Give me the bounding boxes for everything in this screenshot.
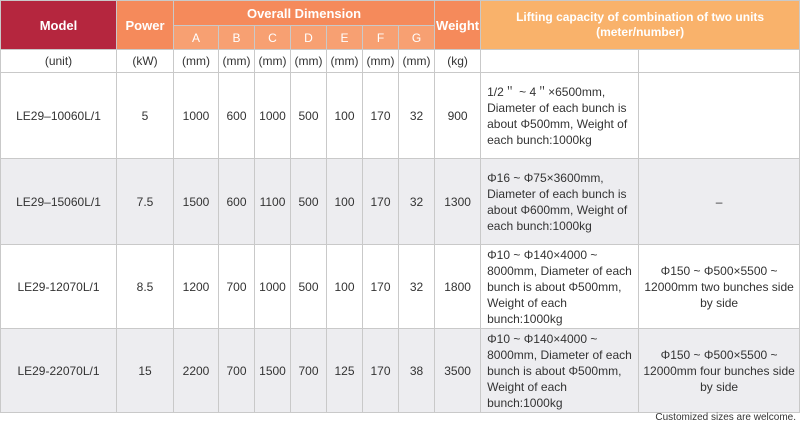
unit-power: (kW) [117,50,174,73]
lifting-title: Lifting capacity of combination of two units [516,10,765,24]
header-weight: Weight [435,1,481,50]
header-lifting-capacity [481,1,800,50]
unit-dim-b: (mm) [219,50,255,73]
header-power: Power [117,1,174,50]
dim-f-cell: 170 [363,73,399,159]
power-cell: 5 [117,73,174,159]
lifting-capacity-alt-cell: – [639,159,800,245]
table-row [1,245,800,329]
dim-e-cell: 100 [327,245,363,329]
unit-dim-f: (mm) [363,50,399,73]
dim-b-cell: 600 [219,73,255,159]
lifting-capacity-cell: Φ10 ~ Φ140×4000 ~ 8000mm, Diameter of each bunch is about Φ500mm, Weight of each bunch:1000kg [481,245,639,329]
header-model: Model [1,1,117,50]
unit-lift-a [481,50,639,73]
dim-e-cell: 125 [327,329,363,413]
unit-model: (unit) [1,50,117,73]
header-dim-a: A [174,26,219,50]
model-cell: LE29-12070L/1 [1,245,117,329]
lifting-capacity-cell: Φ16 ~ Φ75×3600mm, Diameter of each bunch is about Φ600mm, Weight of each bunch:1000kg [481,159,639,245]
header-dim-d: D [291,26,327,50]
weight-cell: 1800 [435,245,481,329]
unit-weight: (kg) [435,50,481,73]
model-cell: LE29-22070L/1 [1,329,117,413]
unit-dim-g: (mm) [399,50,435,73]
dim-g-cell: 32 [399,73,435,159]
dim-e-cell: 100 [327,159,363,245]
dim-c-cell: 1100 [255,159,291,245]
header-dim-b: B [219,26,255,50]
dim-b-cell: 700 [219,329,255,413]
unit-dim-e: (mm) [327,50,363,73]
dim-g-cell: 38 [399,329,435,413]
lifting-subtitle: (meter/number) [596,25,685,39]
table-row [1,159,800,245]
unit-dim-a: (mm) [174,50,219,73]
dim-a-cell: 1500 [174,159,219,245]
dim-b-cell: 600 [219,159,255,245]
dim-c-cell: 1500 [255,329,291,413]
dim-d-cell: 500 [291,159,327,245]
model-cell: LE29–15060L/1 [1,159,117,245]
weight-cell: 900 [435,73,481,159]
dim-c-cell: 1000 [255,245,291,329]
dim-f-cell: 170 [363,329,399,413]
units-row [1,50,800,73]
lifting-capacity-alt-cell: Φ150 ~ Φ500×5500 ~ 12000mm four bunches side by side [639,329,800,413]
dim-e-cell: 100 [327,73,363,159]
lifting-capacity-cell: Φ10 ~ Φ140×4000 ~ 8000mm, Diameter of each bunch is about Φ500mm, Weight of each bunch:1000kg [481,329,639,413]
lifting-capacity-cell: 1/2＂ ~ 4＂×6500mm, Diameter of each bunch is about Φ500mm, Weight of each bunch:1000kg [481,73,639,159]
dim-c-cell: 1000 [255,73,291,159]
unit-dim-c: (mm) [255,50,291,73]
power-cell: 7.5 [117,159,174,245]
weight-cell: 1300 [435,159,481,245]
table-row [1,73,800,159]
header-dim-f: F [363,26,399,50]
dim-a-cell: 1200 [174,245,219,329]
unit-lift-b [639,50,800,73]
dim-f-cell: 170 [363,159,399,245]
power-cell: 8.5 [117,245,174,329]
footnote: Customized sizes are welcome. [655,412,796,423]
lifting-capacity-alt-cell: Φ150 ~ Φ500×5500 ~ 12000mm two bunches side by side [639,245,800,329]
dim-f-cell: 170 [363,245,399,329]
dim-d-cell: 700 [291,329,327,413]
weight-cell: 3500 [435,329,481,413]
header-dim-e: E [327,26,363,50]
dim-a-cell: 2200 [174,329,219,413]
dim-d-cell: 500 [291,73,327,159]
dim-g-cell: 32 [399,159,435,245]
table-row [1,329,800,413]
header-dim-g: G [399,26,435,50]
model-cell: LE29–10060L/1 [1,73,117,159]
power-cell: 15 [117,329,174,413]
header-dim-c: C [255,26,291,50]
dim-b-cell: 700 [219,245,255,329]
dim-a-cell: 1000 [174,73,219,159]
dim-d-cell: 500 [291,245,327,329]
header-overall-dimension: Overall Dimension [174,1,435,26]
lifting-capacity-alt-cell [639,73,800,159]
unit-dim-d: (mm) [291,50,327,73]
dim-g-cell: 32 [399,245,435,329]
